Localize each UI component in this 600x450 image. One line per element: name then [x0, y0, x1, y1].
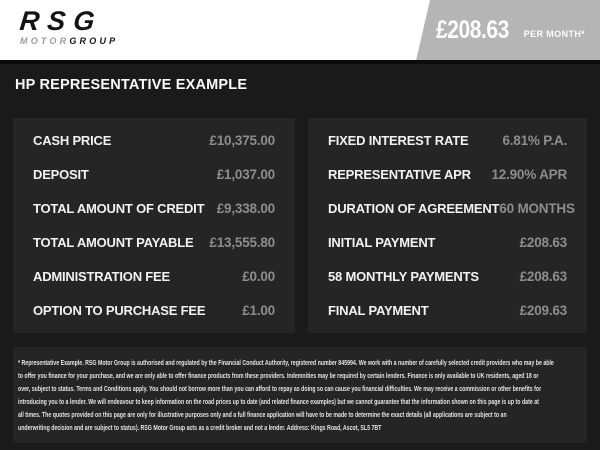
- monthly-price-period: PER MONTH*: [523, 28, 586, 39]
- finance-panel-right: [308, 118, 587, 333]
- finance-value: £208.63: [519, 235, 567, 251]
- finance-label: INITIAL PAYMENT: [328, 235, 436, 251]
- disclaimer-line: underwriting decision and are subject to status). RSG Motor Group acts as a credit broker and not a lender. Address: Kings Road, Ascot, SL5 7BT: [18, 423, 382, 433]
- finance-label: CASH PRICE: [33, 132, 112, 148]
- header: [0, 0, 600, 60]
- finance-panel-left: [13, 118, 295, 333]
- page-title: HP REPRESENTATIVE EXAMPLE: [15, 77, 248, 93]
- table-row: [328, 303, 567, 318]
- finance-label: DEPOSIT: [33, 166, 89, 182]
- finance-label: TOTAL AMOUNT PAYABLE: [33, 235, 194, 251]
- table-row: [33, 303, 275, 318]
- finance-value: 6.81% P.A.: [502, 132, 567, 148]
- table-row: [33, 133, 275, 148]
- finance-label: OPTION TO PURCHASE FEE: [33, 303, 206, 319]
- disclaimer-line: all times. The quotes provided on this page are only for illustrative purposes only and a full finance application will have to be made to determine the exact details (all applications are subject to an: [18, 410, 507, 420]
- disclaimer-line: * Representative Example. RSG Motor Group is authorised and regulated by the Financial Conduct Authority, registered number 845994. We work with a number of carefully selected credit providers who may be able: [18, 358, 554, 367]
- table-row: [33, 235, 275, 250]
- finance-label: DURATION OF AGREEMENT: [328, 200, 500, 216]
- logo-subtitle-group: GROUP: [69, 36, 119, 46]
- header-divider: [0, 60, 600, 64]
- finance-label: REPRESENTATIVE APR: [328, 166, 471, 182]
- finance-value: £209.63: [519, 303, 567, 319]
- table-row: [328, 167, 567, 182]
- monthly-price: £208.63: [435, 15, 509, 44]
- price-ribbon: [422, 0, 592, 60]
- disclaimer-text: [18, 356, 583, 435]
- finance-value: £10,375.00: [209, 132, 275, 148]
- disclaimer-line: over, subject to status. Terms and Conditions apply. You should not borrow more than you can afford to repay as doing so can cause you financial difficulties. We may receive a commission or other benefits for: [18, 384, 542, 394]
- logo-subtitle-motor: MOTOR: [20, 36, 70, 46]
- finance-label: FIXED INTEREST RATE: [328, 132, 469, 148]
- finance-value: £0.00: [242, 269, 275, 285]
- table-row: [328, 133, 567, 148]
- logo-subtitle: [20, 36, 118, 46]
- finance-label: ADMINISTRATION FEE: [33, 269, 170, 285]
- table-row: [33, 269, 275, 284]
- finance-label: 58 MONTHLY PAYMENTS: [328, 269, 479, 285]
- finance-value: 12.90% APR: [491, 166, 567, 182]
- finance-label: TOTAL AMOUNT OF CREDIT: [33, 200, 205, 216]
- disclaimer-line: introducing you to a lender. We will endeavour to keep information on the road prices up to date (and related finance examples) but we cannot guarantee that the information shown on this page is up to date at: [18, 397, 539, 407]
- finance-value: £1,037.00: [216, 166, 275, 182]
- finance-value: 60 MONTHS: [499, 200, 575, 216]
- table-row: [328, 269, 567, 284]
- disclaimer-line: to offer you finance for your purchase, and we are only able to offer finance products from these providers. Indemnities may be required by certain lenders. Finance is only available to UK residents, aged 18 or: [18, 371, 539, 381]
- finance-value: £13,555.80: [209, 235, 275, 251]
- finance-value: £1.00: [242, 303, 275, 319]
- disclaimer-panel: [13, 347, 587, 443]
- finance-value: £208.63: [519, 269, 567, 285]
- table-row: [328, 235, 567, 250]
- finance-label: FINAL PAYMENT: [328, 303, 429, 319]
- finance-value: £9,338.00: [216, 200, 275, 216]
- logo-brand-text: RSG: [18, 6, 105, 36]
- table-row: [33, 167, 275, 182]
- table-row: [328, 200, 575, 216]
- table-row: [33, 201, 275, 216]
- rsg-motor-group-logo: [20, 7, 118, 46]
